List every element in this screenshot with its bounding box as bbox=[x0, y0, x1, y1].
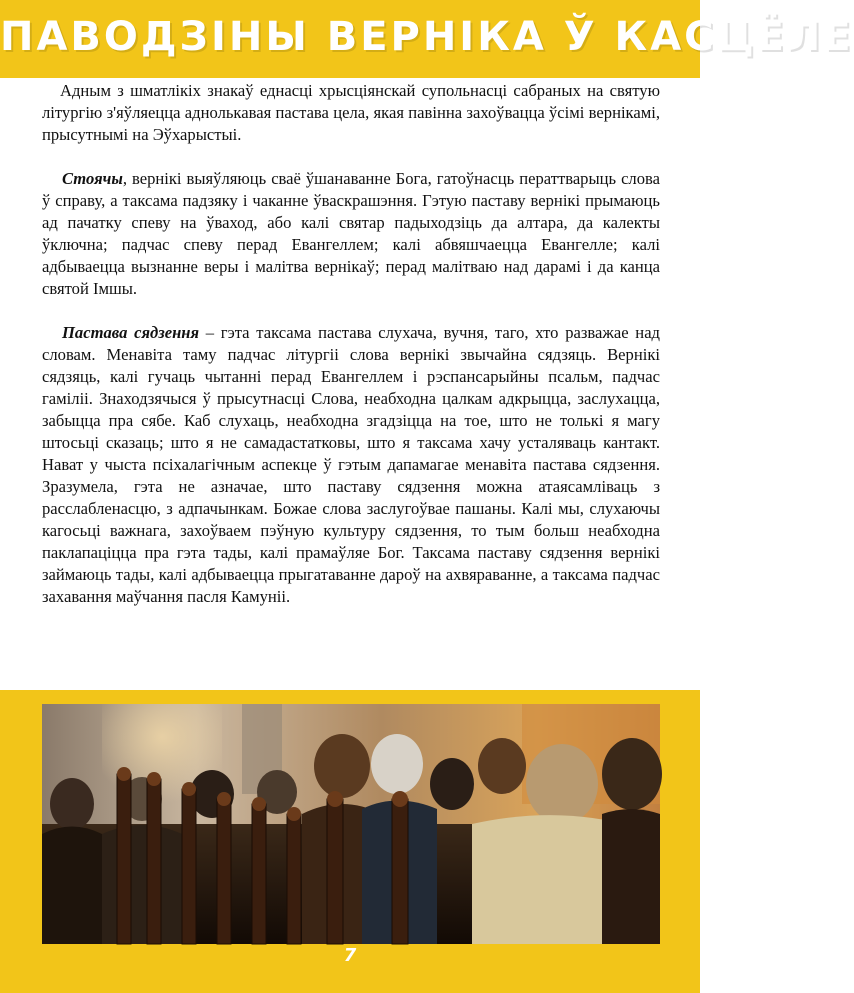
paragraph-standing-text: , вернікі выяўляюць сваё ўшанаванне Бога, гатоўнасць ператтварыць слова ў справу, а таксама падзяку і чаканне ўваскрашэння. Гэтую паставу вернікі прымаюць ад пачатку спеву на ўваход, або калі святар падыходзіць да алтара, да калекты ўключна; падчас спеву перад Евангеллем; калі абвяшчаецца Евангелле; калі адбываецца вызнанне веры і малітва вернікаў; перад малітваю над дарамі і да канца святой Імшы. bbox=[42, 169, 660, 298]
church-congregation-photo bbox=[42, 704, 660, 944]
paragraph-standing bbox=[42, 168, 660, 300]
article-body bbox=[42, 80, 660, 630]
paragraph-sitting-lead: Пастава сядзення bbox=[62, 323, 200, 342]
paragraph-sitting bbox=[42, 322, 660, 608]
paragraph-standing-lead: Стоячы bbox=[62, 169, 123, 188]
paragraph-intro: Адным з шматлікіх знакаў еднасці хрысціянскай супольнасці сабраных на святую літургію з'яўляецца аднолькавая пастава цела, якая павінна захоўвацца ўсімі вернікамі, прысутнымі на Эўхарыстыі. bbox=[42, 81, 660, 144]
page-title: ПАВОДЗІНЫ ВЕРНІКА Ў КАСЦЁЛЕ bbox=[0, 14, 854, 60]
paragraph-sitting-text: – гэта таксама пастава слухача, вучня, таго, хто разважае над словам. Менавіта таму падчас літургіі слова вернікі звычайна сядзяць. Вернікі сядзяць, калі гучаць чытанні перад Евангеллем і рэспансарыйны псальм, падчас гаміліі. Знаходзячыся ў прысутнасці Слова, неабходна цалкам адкрыцца, заслухацца, забыцца пра сябе. Каб слухаць, неабходна згадзіцца на тое, што не толькі я магу штосьці сказаць; што я не самадастатковы, што я таксама хачу усталяваць кантакт. Нават у чыста псіхалагічным аспекце ў гэтым дапамагае менавіта пастава сядзення. Зразумела, гэта не азначае, што паставу сядзення можна атаясамліваць з расслабленасцю, з адпачынкам. Божае слова заслугоўвае пашаны. Калі мы, слухаючы кагосьці важнага, захоўваем пэўную культуру сядзення, то тым больш неабходна паклапаціцца пра гэта тады, калі прамаўляе Бог. Таксама паставу сядзення вернікі займаюць тады, калі адбываецца прыгатаванне дароў на ахвяраванне, а таксама падчас захавання маўчання пасля Камуніі. bbox=[42, 323, 660, 606]
title-banner bbox=[0, 0, 854, 78]
page-number: 7 bbox=[343, 945, 357, 966]
